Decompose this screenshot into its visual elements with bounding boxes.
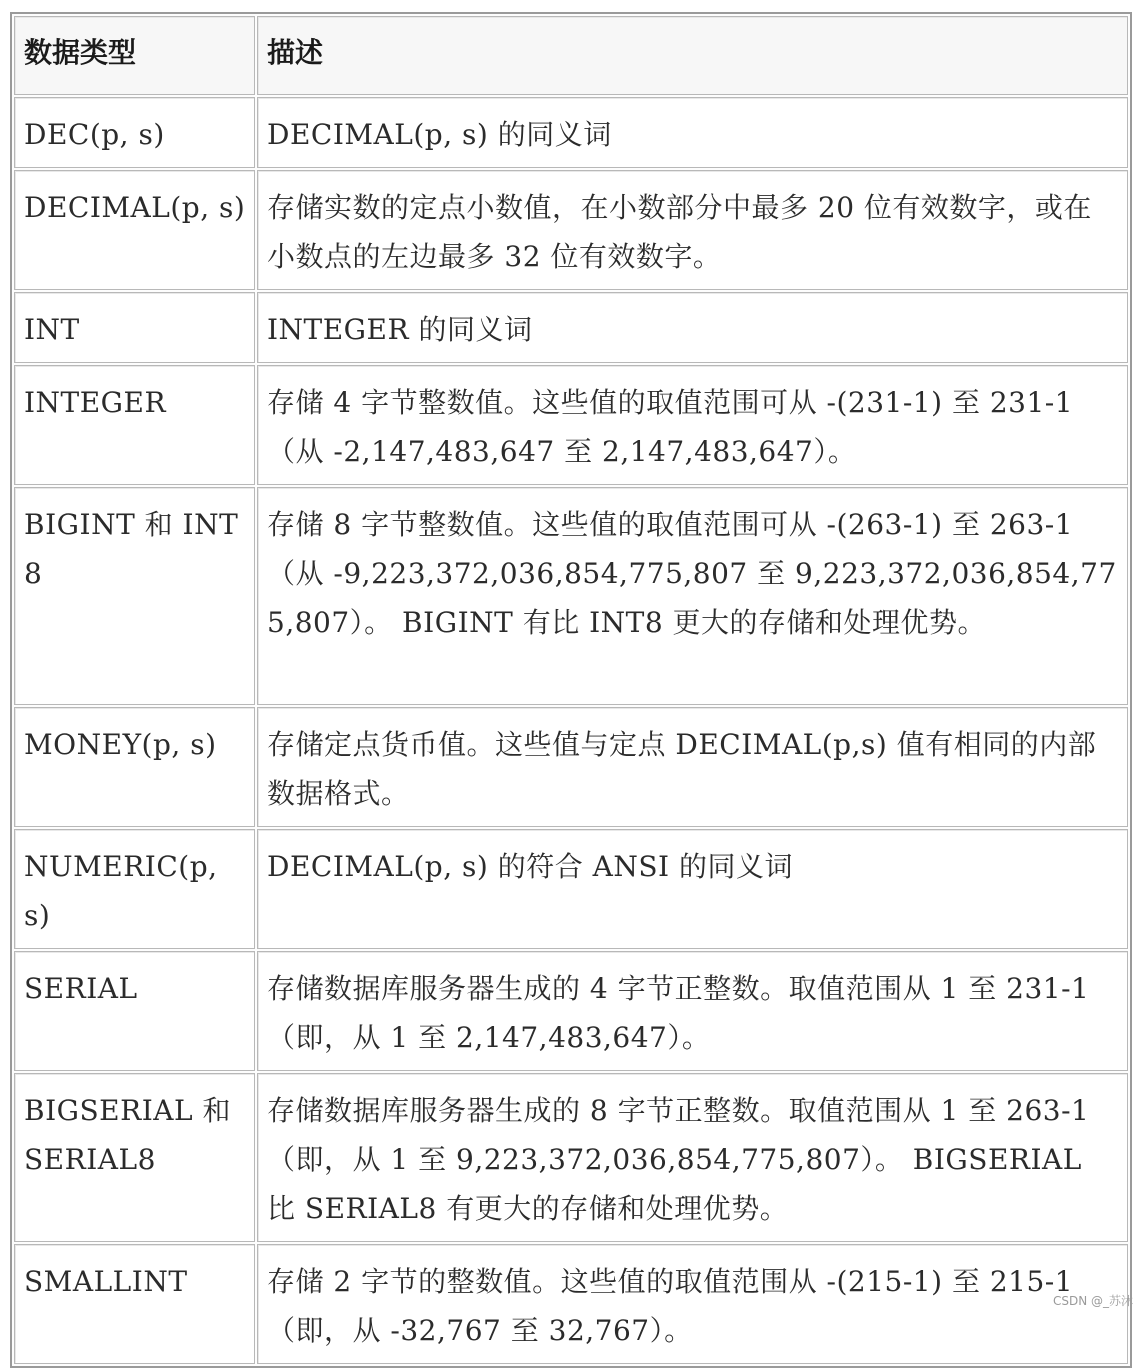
table-header-row: [14, 16, 1128, 95]
data-types-table: [12, 14, 1130, 1366]
csdn-watermark: CSDN @_苏沐: [1052, 1294, 1133, 1308]
desc-cell: DECIMAL(p, s) 的同义词: [257, 97, 1128, 168]
type-cell: INT: [14, 292, 255, 363]
table-row: [14, 292, 1128, 363]
desc-cell: 存储 8 字节整数值。这些值的取值范围可从 -(263-1) 至 263-1（从 -9,223,372,036,854,775,807 至 9,223,372,036,854,775,807）。 BIGINT 有比 INT8 更大的存储和处理优势。: [257, 487, 1128, 705]
desc-cell: 存储定点货币值。这些值与定点 DECIMAL(p,s) 值有相同的内部数据格式。: [257, 707, 1128, 827]
type-cell: MONEY(p, s): [14, 707, 255, 827]
type-cell: NUMERIC(p, s): [14, 829, 255, 949]
type-cell: BIGSERIAL 和 SERIAL8: [14, 1073, 255, 1242]
desc-cell: INTEGER 的同义词: [257, 292, 1128, 363]
table-row: [14, 97, 1128, 168]
header-description: 描述: [257, 16, 1128, 95]
data-types-table-container: [10, 12, 1132, 1368]
table-row: [14, 487, 1128, 705]
table-row: [14, 707, 1128, 827]
desc-cell: DECIMAL(p, s) 的符合 ANSI 的同义词: [257, 829, 1128, 949]
type-cell: SERIAL: [14, 951, 255, 1071]
type-cell: BIGINT 和 INT8: [14, 487, 255, 705]
header-data-type: 数据类型: [14, 16, 255, 95]
desc-cell: 存储数据库服务器生成的 4 字节正整数。取值范围从 1 至 231-1（即，从 1 至 2,147,483,647）。: [257, 951, 1128, 1071]
desc-cell: 存储数据库服务器生成的 8 字节正整数。取值范围从 1 至 263-1（即，从 1 至 9,223,372,036,854,775,807）。 BIGSERIAL 比 SERIAL8 有更大的存储和处理优势。: [257, 1073, 1128, 1242]
type-cell: SMALLINT: [14, 1244, 255, 1364]
table-row: [14, 1073, 1128, 1242]
desc-cell: 存储实数的定点小数值，在小数部分中最多 20 位有效数字，或在小数点的左边最多 32 位有效数字。: [257, 170, 1128, 290]
type-cell: INTEGER: [14, 365, 255, 485]
table-row: [14, 951, 1128, 1071]
type-cell: DECIMAL(p, s): [14, 170, 255, 290]
table-row: [14, 365, 1128, 485]
type-cell: DEC(p, s): [14, 97, 255, 168]
table-row: [14, 170, 1128, 290]
desc-cell: 存储 4 字节整数值。这些值的取值范围可从 -(231-1) 至 231-1（从 -2,147,483,647 至 2,147,483,647）。: [257, 365, 1128, 485]
table-row: [14, 1244, 1128, 1364]
desc-cell: 存储 2 字节的整数值。这些值的取值范围从 -(215-1) 至 215-1（即，从 -32,767 至 32,767）。: [257, 1244, 1128, 1364]
table-row: [14, 829, 1128, 949]
